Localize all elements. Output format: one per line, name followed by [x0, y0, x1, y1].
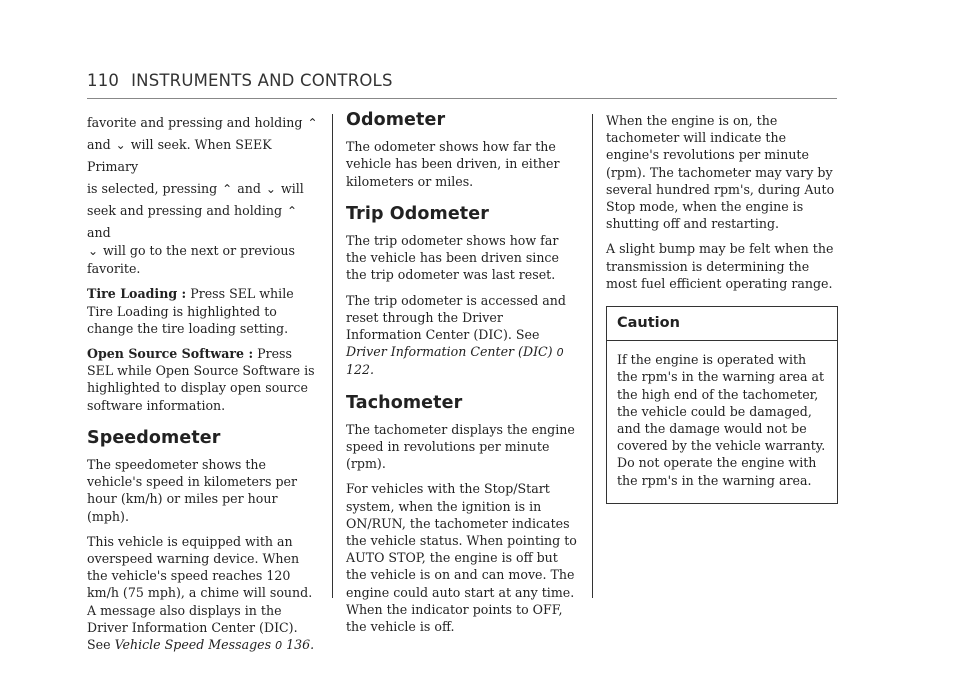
- cross-reference-link[interactable]: [346, 344, 564, 377]
- text: and: [237, 181, 261, 196]
- header-divider: [87, 98, 837, 99]
- page-ref-icon: 0: [275, 639, 283, 653]
- tachometer-heading: Tachometer: [346, 392, 463, 413]
- trip-odometer-heading: Trip Odometer: [346, 203, 489, 224]
- tune-down-icon: ⌄: [115, 138, 126, 152]
- column-2: [346, 112, 582, 643]
- text: will: [280, 181, 304, 196]
- caution-body: [607, 341, 837, 503]
- page-ref-number[interactable]: 122.: [346, 362, 375, 378]
- text: is selected, pressing: [87, 181, 218, 196]
- tire-loading-item: [87, 285, 319, 337]
- page-header: [87, 71, 393, 90]
- text: and: [87, 225, 111, 240]
- column-3: [606, 112, 838, 504]
- text: favorite and pressing and holding: [87, 115, 303, 130]
- speedometer-paragraph: The speedometer shows the vehicle's speed in kilometers per hour (km/h) or miles per hour (mph).: [87, 457, 298, 524]
- text: A message also displays in the Driver Information Center (DIC). See: [87, 602, 298, 653]
- text: Press SEL while Open Source Software is highlighted to display open source software information.: [87, 346, 315, 413]
- cross-reference-link[interactable]: [115, 637, 315, 652]
- menu-item-label: Open Source Software :: [87, 346, 254, 362]
- text: will go to the next or previous favorite.: [87, 243, 295, 277]
- section-title: INSTRUMENTS AND CONTROLS: [131, 71, 393, 90]
- tune-down-icon: ⌄: [87, 244, 99, 258]
- text: will seek. When SEEK Primary: [87, 137, 272, 174]
- engine-rpm-paragraph: When the engine is on, the tachometer will indicate the engine's revolutions per minute (rpm). The tachometer may vary by several hundred rpm's, during Auto Stop mode, when the engine is shutting off and restarting.: [606, 113, 835, 232]
- tune-down-icon: ⌄: [265, 182, 276, 196]
- trip-paragraph: The trip odometer shows how far the vehicle has been driven since the trip odometer was last reset.: [346, 233, 559, 283]
- caution-text: If the engine is operated with the rpm's in the warning area at the high end of the tachometer, the vehicle could be damaged, and the damage would not be covered by the vehicle warranty. Do not operate the engine with the rpm's in the warning area.: [617, 352, 826, 488]
- text: The trip odometer is accessed and reset through the Driver Information Center (DIC). See: [346, 292, 566, 343]
- stop-start-paragraph: For vehicles with the Stop/Start system, when the ignition is in ON/RUN, the tachometer indicates the vehicle status. When pointing to AUTO STOP, the engine is off but the vehicle is on and can move. The engine could auto start at any time. When the indicator points to OFF, the vehicle is off.: [346, 481, 577, 635]
- tachometer-paragraph: The tachometer displays the engine speed in revolutions per minute (rpm).: [346, 421, 575, 472]
- page-ref-icon: 0: [556, 346, 564, 360]
- odometer-heading: Odometer: [346, 110, 446, 130]
- text: seek and pressing and holding: [87, 203, 283, 218]
- tune-up-icon: ⌃: [287, 204, 298, 218]
- caution-box: [606, 306, 838, 504]
- odometer-paragraph: The odometer shows how far the vehicle has been driven, in either kilometers or miles.: [346, 139, 560, 189]
- overspeed-paragraph: [87, 533, 319, 654]
- open-source-item: [87, 345, 319, 414]
- tune-up-icon: ⌃: [222, 182, 233, 196]
- page-number: 110: [87, 71, 120, 90]
- transmission-paragraph: A slight bump may be felt when the transmission is determining the most fuel efficient operating range.: [606, 241, 834, 291]
- column-divider: [332, 114, 333, 598]
- caution-title: Caution: [607, 307, 837, 341]
- column-divider: [592, 114, 593, 598]
- text: This vehicle is equipped with an overspeed warning device. When the vehicle's speed reaches 120 km/h (75 mph), a chime will sound.: [87, 533, 313, 601]
- menu-item-label: Tire Loading :: [87, 286, 187, 302]
- seek-continued: [87, 242, 319, 277]
- column-1: [87, 112, 319, 662]
- seek-description: [87, 112, 319, 244]
- text: Press SEL while Tire Loading is highlighted to change the tire loading setting.: [87, 286, 294, 336]
- tune-up-icon: ⌃: [307, 116, 318, 130]
- speedometer-heading: Speedometer: [87, 427, 221, 448]
- text: and: [87, 137, 111, 152]
- page-ref-number[interactable]: 136.: [286, 637, 315, 653]
- link-text[interactable]: Vehicle Speed Messages: [114, 637, 272, 653]
- link-text[interactable]: Driver Information Center (DIC): [346, 344, 553, 360]
- trip-reset-paragraph: [346, 292, 582, 379]
